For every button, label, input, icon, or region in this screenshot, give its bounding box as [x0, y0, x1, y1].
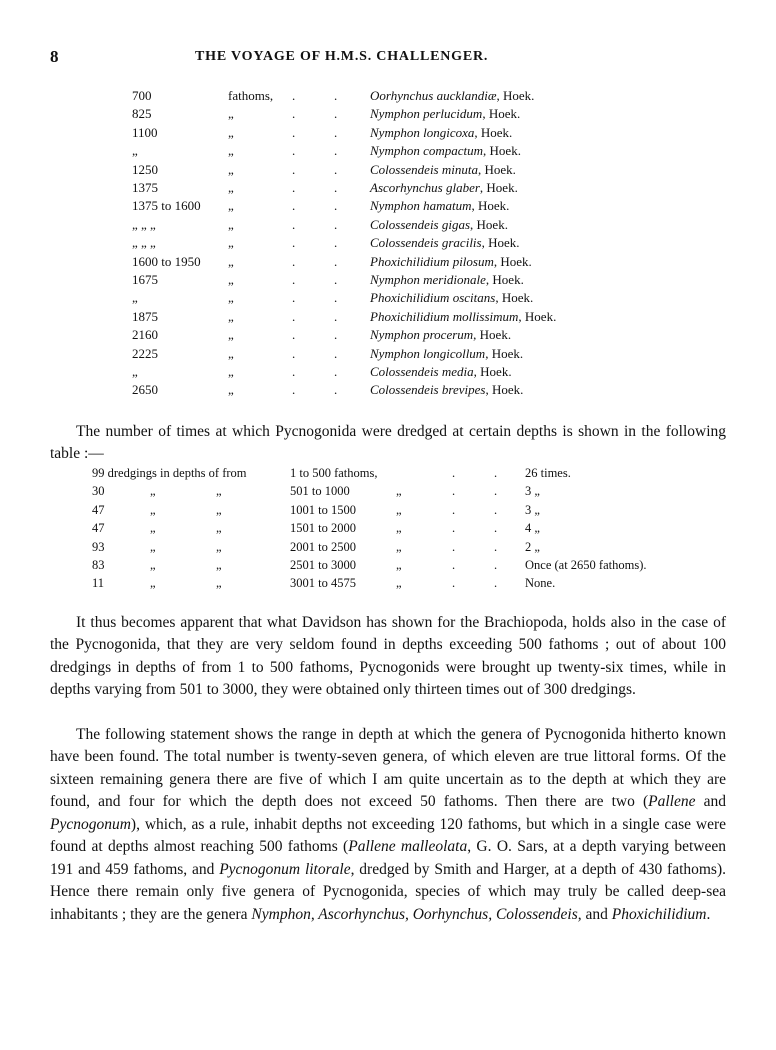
ditto-mark: „	[396, 539, 402, 554]
depth-value: 825	[132, 106, 152, 122]
text-run: and	[581, 905, 612, 923]
genus-text: Colossendeis	[370, 216, 439, 232]
species-name	[370, 88, 534, 104]
leader-dot: .	[292, 272, 296, 287]
times-result: 4 „	[525, 521, 540, 536]
fathoms-mark: „	[228, 327, 234, 343]
leader-dot: .	[292, 124, 296, 140]
species-epithet: gracilis	[441, 235, 482, 251]
leader-dot: .	[334, 253, 338, 269]
leader-dot: .	[292, 106, 296, 122]
page-number: 8	[50, 47, 59, 66]
author-text: , Hoek.	[478, 161, 516, 177]
leader-dot: .	[292, 198, 296, 214]
leader-dot: .	[334, 143, 338, 159]
leader-dot: .	[334, 308, 338, 324]
species-row	[0, 180, 776, 198]
leader-dot: .	[292, 88, 296, 103]
genus-text: Nymphon	[370, 106, 420, 122]
species-name	[370, 162, 516, 178]
table-row	[0, 503, 776, 521]
leader-dot: .	[334, 161, 338, 177]
table-header-result: 26 times.	[525, 466, 571, 480]
leader-dot: .	[334, 88, 338, 103]
times-result: None.	[525, 576, 556, 591]
species-epithet: gigas	[441, 216, 471, 232]
species-name	[370, 143, 521, 159]
genus-text: Nymphon	[370, 272, 420, 287]
species-name	[370, 327, 511, 343]
fathoms-mark: „	[228, 364, 234, 379]
fathoms-mark: „	[228, 272, 234, 287]
ditto-mark: „	[216, 539, 222, 554]
depth-value: „ „ „	[132, 216, 156, 232]
author-text: , Hoek.	[495, 290, 534, 306]
leader-dot: .	[494, 466, 498, 480]
species-name	[370, 106, 520, 122]
genus-name: Pycnogonum	[50, 815, 131, 833]
ditto-mark: „	[150, 558, 156, 572]
species-name	[370, 180, 518, 196]
species-row	[0, 235, 776, 253]
paragraph-genera-range	[50, 724, 726, 927]
species-epithet: glaber	[445, 180, 480, 195]
depth-range: 2501 to 3000	[290, 558, 356, 572]
fathoms-mark: „	[228, 290, 234, 306]
species-row	[0, 290, 776, 308]
ditto-mark: „	[396, 484, 402, 499]
author-text: , Hoek.	[485, 345, 524, 361]
species-epithet: procerum	[423, 327, 474, 343]
author-text: , Hoek.	[485, 272, 524, 287]
species-epithet: oscitans	[452, 290, 496, 306]
leader-dot: .	[452, 521, 456, 536]
leader-dot: .	[452, 539, 456, 554]
depth-value: 700	[132, 88, 152, 103]
genus-text: Colossendeis	[370, 235, 439, 251]
intro-paragraph: The number of times at which Pycnogonida were dredged at certain depths is shown in the following table :—	[50, 422, 726, 462]
table-row	[0, 576, 776, 594]
leader-dot: .	[334, 180, 338, 195]
author-text: , Hoek.	[479, 180, 518, 195]
leader-dot: .	[334, 124, 338, 140]
leader-dot: .	[334, 345, 338, 361]
author-text: , Hoek.	[471, 198, 510, 214]
depth-value: „	[132, 290, 138, 306]
fathoms-mark: „	[228, 198, 234, 214]
leader-dot: .	[334, 364, 338, 379]
leader-dot: .	[452, 502, 456, 517]
fathoms-mark: fathoms,	[228, 88, 274, 103]
times-result: 2 „	[525, 539, 540, 554]
leader-dot: .	[452, 484, 456, 499]
leader-dot: .	[494, 576, 498, 591]
species-epithet: brevipes	[441, 382, 486, 398]
fathoms-mark: „	[228, 124, 234, 140]
author-text: , Hoek.	[473, 364, 512, 379]
text-run: , dredged by Smith and Harger, at a depth of 430 fathoms). Hence there remain only five genera of Pycnogonida, species of which may truly be called deep-sea inhabitants ; they are the genera	[50, 860, 727, 923]
leader-dot: .	[494, 484, 498, 499]
depth-value: 1250	[132, 161, 158, 177]
dredging-count: 11	[92, 576, 105, 591]
ditto-mark: „	[396, 502, 402, 517]
species-epithet: pilosum	[452, 253, 494, 269]
ditto-mark: „	[150, 521, 156, 536]
table-header-row	[0, 466, 776, 484]
author-text: , Hoek.	[481, 235, 520, 251]
depth-range: 1001 to 1500	[290, 502, 356, 517]
depth-range: 501 to 1000	[290, 484, 350, 499]
depth-value: „ „ „	[132, 235, 156, 251]
leader-dot: .	[494, 558, 498, 572]
times-result: 3 „	[525, 484, 540, 499]
species-row	[0, 254, 776, 272]
species-name	[370, 346, 523, 362]
depth-value: 1875	[132, 308, 158, 324]
table-header-range: 1 to 500 fathoms,	[290, 466, 378, 480]
species-epithet: mollissimum	[452, 308, 519, 324]
depth-value: 2160	[132, 327, 158, 343]
times-result: Once (at 2650 fathoms).	[525, 558, 647, 572]
fathoms-mark: „	[228, 253, 234, 269]
author-text: , Hoek.	[518, 308, 557, 324]
leader-dot: .	[494, 521, 498, 536]
leader-dot: .	[292, 253, 296, 269]
leader-dot: .	[334, 216, 338, 232]
genus-text: Colossendeis	[370, 364, 439, 379]
genus-text: Phoxichilidium	[370, 308, 450, 324]
running-head: THE VOYAGE OF H.M.S. CHALLENGER.	[195, 49, 489, 64]
species-row	[0, 162, 776, 180]
depth-value: 1675	[132, 272, 158, 287]
depth-value: „	[132, 143, 138, 159]
table-row	[0, 484, 776, 502]
species-row	[0, 217, 776, 235]
leader-dot: .	[334, 272, 338, 287]
fathoms-mark: „	[228, 161, 234, 177]
species-epithet: perlucidum	[423, 106, 483, 122]
species-name	[370, 272, 524, 288]
genus-text: Nymphon	[370, 143, 420, 159]
leader-dot: .	[292, 161, 296, 177]
leader-dot: .	[334, 106, 338, 122]
leader-dot: .	[292, 180, 296, 195]
ditto-mark: „	[150, 539, 156, 554]
genus-name: Phoxichilidium	[611, 905, 707, 923]
author-text: , Hoek.	[483, 143, 521, 159]
dredging-count: 30	[92, 484, 105, 499]
text-run: and	[695, 793, 726, 810]
leader-dot: .	[334, 327, 338, 343]
fathoms-mark: „	[228, 180, 234, 195]
species-row	[0, 327, 776, 345]
leader-dot: .	[292, 235, 296, 251]
genus-list: Nymphon, Ascorhynchus, Oorhynchus, Colossendeis,	[251, 905, 582, 923]
genus-text: Colossendeis	[370, 382, 439, 398]
table-row	[0, 540, 776, 558]
fathoms-mark: „	[228, 216, 234, 232]
genus-name: Pallene	[648, 793, 696, 810]
text-run: ), which, as a rule, inhabit depths not exceeding 120 fathoms, but which in a single case were found at depths almost reaching 500 fathoms (	[50, 815, 726, 855]
leader-dot: .	[292, 327, 296, 343]
paragraph-brachiopoda: It thus becomes apparent that what Davidson has shown for the Brachiopoda, holds also in the case of the Pycnogonida, that they are very seldom found in depths exceeding 500 fathoms ; out of about 100 dredgings in depths of from 1 to 500 fathoms, Pycnogonids were brought up twenty-six times, while in depths varying from 501 to 3000, they were obtained only thirteen times out of 300 dredgings.	[50, 613, 726, 698]
species-epithet: longicollum	[423, 345, 486, 361]
author-text: , Hoek.	[474, 124, 513, 140]
dredging-count: 47	[92, 521, 105, 536]
ditto-mark: „	[216, 576, 222, 591]
species-name	[370, 382, 523, 398]
depth-value: 1375	[132, 180, 158, 195]
depth-range: 1501 to 2000	[290, 521, 356, 536]
species-row	[0, 106, 776, 124]
leader-dot: .	[292, 308, 296, 324]
genus-text: Phoxichilidium	[370, 253, 450, 269]
species-row	[0, 198, 776, 216]
ditto-mark: „	[216, 484, 222, 499]
author-text: , Hoek.	[482, 106, 521, 122]
leader-dot: .	[334, 235, 338, 251]
leader-dot: .	[292, 143, 296, 159]
depth-value: „	[132, 364, 138, 379]
genus-text: Colossendeis	[370, 161, 439, 177]
leader-dot: .	[334, 382, 338, 398]
species-row	[0, 272, 776, 290]
genus-text: Phoxichilidium	[370, 290, 450, 306]
leader-dot: .	[292, 345, 296, 361]
genus-text: Nymphon	[370, 198, 420, 214]
ditto-mark: „	[396, 576, 402, 591]
dredging-count: 83	[92, 558, 105, 572]
table-row	[0, 558, 776, 576]
ditto-mark: „	[150, 502, 156, 517]
species-epithet: longicoxa	[423, 124, 475, 140]
genus-text: Nymphon	[370, 124, 420, 140]
ditto-mark: „	[150, 484, 156, 499]
genus-text: Nymphon	[370, 327, 420, 343]
fathoms-mark: „	[228, 308, 234, 324]
depth-value: 1375 to 1600	[132, 198, 201, 214]
leader-dot: .	[452, 558, 456, 572]
species-name	[370, 290, 533, 306]
species-name: Pallene malleolata	[348, 838, 468, 855]
fathoms-mark: „	[228, 345, 234, 361]
genus-text: Ascorhynchus	[370, 180, 443, 195]
dredging-count: 93	[92, 539, 105, 554]
fathoms-mark: „	[228, 143, 234, 159]
dredging-count: 47	[92, 502, 105, 517]
leader-dot: .	[334, 290, 338, 306]
species-row	[0, 364, 776, 382]
species-epithet: media	[441, 364, 474, 379]
ditto-mark: „	[216, 521, 222, 536]
species-name: Pycnogonum litorale	[219, 860, 351, 878]
ditto-mark: „	[216, 502, 222, 517]
species-name	[370, 364, 512, 380]
species-row	[0, 125, 776, 143]
species-name	[370, 125, 512, 141]
species-row	[0, 309, 776, 327]
author-text: , Hoek.	[493, 253, 532, 269]
leader-dot: .	[292, 290, 296, 306]
leader-dot: .	[334, 198, 338, 214]
author-text: , Hoek.	[473, 327, 512, 343]
species-row	[0, 346, 776, 364]
text-run: , G. O. Sars, at a depth varying between 191 and 459 fathoms, and	[50, 838, 726, 878]
fathoms-mark: „	[228, 106, 234, 122]
text-run: .	[706, 905, 711, 923]
depth-range: 3001 to 4575	[290, 576, 356, 591]
species-row	[0, 88, 776, 106]
ditto-mark: „	[216, 558, 222, 572]
species-name	[370, 198, 509, 214]
species-name	[370, 217, 508, 233]
species-name	[370, 254, 532, 270]
ditto-mark: „	[150, 576, 156, 591]
depth-value: 2225	[132, 345, 158, 361]
depth-value: 2650	[132, 382, 158, 398]
leader-dot: .	[452, 466, 456, 480]
times-result: 3 „	[525, 502, 540, 517]
species-row	[0, 143, 776, 161]
species-epithet: minuta	[441, 161, 478, 177]
leader-dot: .	[292, 216, 296, 232]
fathoms-mark: „	[228, 235, 234, 251]
species-epithet: meridionale	[423, 272, 486, 287]
leader-dot: .	[292, 364, 296, 379]
leader-dot: .	[452, 576, 456, 591]
depth-range: 2001 to 2500	[290, 539, 356, 554]
species-row	[0, 382, 776, 400]
depth-value: 1100	[132, 124, 158, 140]
leader-dot: .	[292, 382, 296, 398]
species-epithet: hamatum	[423, 198, 472, 214]
table-header-lead: 99 dredgings in depths of from	[92, 466, 247, 480]
species-name	[370, 235, 520, 251]
species-name	[370, 309, 556, 325]
species-epithet: aucklandiæ	[436, 88, 497, 103]
leader-dot: .	[494, 502, 498, 517]
fathoms-mark: „	[228, 382, 234, 398]
text-run: The following statement shows the range in depth at which the genera of Pycnogonida hitherto known have been found. The total number is twenty-seven genera, of which eleven are true littoral forms. Of the sixteen remaining genera there are five of which I am quite uncertain as to the depth at which they are found, and four for which the depth does not exceed 50 fathoms. Then there are two (	[50, 725, 726, 810]
author-text: , Hoek.	[485, 382, 524, 398]
genus-text: Oorhynchus	[370, 88, 434, 103]
author-text: , Hoek.	[470, 216, 508, 232]
species-epithet: compactum	[423, 143, 484, 159]
author-text: , Hoek.	[496, 88, 535, 103]
genus-text: Nymphon	[370, 345, 420, 361]
table-row	[0, 521, 776, 539]
leader-dot: .	[494, 539, 498, 554]
depth-value: 1600 to 1950	[132, 253, 201, 269]
ditto-mark: „	[396, 521, 402, 536]
ditto-mark: „	[396, 558, 402, 572]
